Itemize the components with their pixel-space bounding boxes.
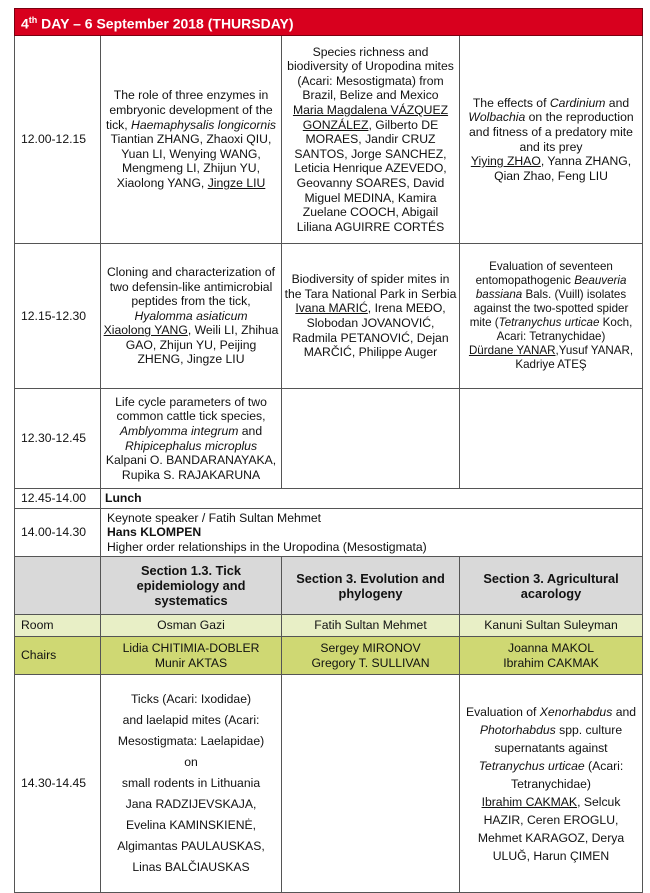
chairs-cell xyxy=(101,637,282,675)
empty-cell xyxy=(460,389,643,489)
presenting-author: Ivana MARIĆ xyxy=(295,301,368,316)
day-suffix: th xyxy=(28,14,38,25)
talk-authors: , Selcuk HAZIR, Ceren EROGLU, Mehmet KARAGOZ, Derya ULUĞ, Harun ÇIMEN xyxy=(477,794,625,863)
talk-cell xyxy=(282,244,460,389)
section-title: Section 1.3. Tick epidemiology and systematics xyxy=(101,557,282,615)
talk-title-species: Photorhabdus xyxy=(479,722,556,737)
talk-cell xyxy=(460,675,643,893)
talk-title-species: Haemaphysalis longicornis xyxy=(131,117,277,132)
talk-title: Species richness and biodiversity of Uropodina mites (Acari: Mesostigmata) from Brazil, Belize and Mexico xyxy=(287,44,454,103)
talk-title: and xyxy=(605,95,630,110)
talk-title-species: Tetranychus urticae xyxy=(478,758,585,773)
room-name: Fatih Sultan Mehmet xyxy=(282,615,460,637)
talk-title-species: Hyalomma asiaticum xyxy=(134,308,248,323)
room-label: Room xyxy=(15,615,101,637)
talk-authors: , Weili LI, Zhihua GAO, Zhijun YU, Peijing ZHENG, Jingze LIU xyxy=(125,323,279,367)
time-slot: 12.30-12.45 xyxy=(15,389,101,489)
talk-title: and xyxy=(238,423,263,438)
empty-cell xyxy=(15,557,101,615)
talk-cell xyxy=(101,244,282,389)
talk-title: Evaluation of xyxy=(465,704,540,719)
talk-cell xyxy=(460,244,643,389)
talk-title-species: Beauveria bassiana xyxy=(475,274,627,301)
presenting-author: Jingze LIU xyxy=(207,175,266,190)
talk-title: and laelapid mites (Acari: Mesostigmata: Laelapidae) xyxy=(117,713,265,748)
section-title: Section 3. Evolution and phylogeny xyxy=(282,557,460,615)
talk-title: Ticks (Acari: Ixodidae) xyxy=(130,692,252,706)
talk-cell xyxy=(460,36,643,244)
talk-authors: Kalpani O. BANDARANAYAKA, Rupika S. RAJAKARUNA xyxy=(105,453,277,482)
keynote-cell xyxy=(101,509,643,557)
chairs-label: Chairs xyxy=(15,637,101,675)
talk-cell xyxy=(101,675,282,893)
section-row xyxy=(15,557,643,615)
keynote-title: Higher order relationships in the Uropodina (Mesostigmata) xyxy=(107,539,427,554)
talk-title: The role of three enzymes in embryonic development of the tick, xyxy=(105,88,273,132)
chairs-cell xyxy=(282,637,460,675)
talk-authors: Jana RADZIJEVSKAJA, xyxy=(125,797,257,811)
talk-title: on xyxy=(184,755,198,769)
keynote-speaker: Hans KLOMPEN xyxy=(107,525,202,540)
talk-authors: Linas BALČIAUSKAS xyxy=(132,860,250,874)
presenting-author: Ibrahim CAKMAK xyxy=(481,794,578,809)
lunch-row xyxy=(15,489,643,509)
time-slot: 12.00-12.15 xyxy=(15,36,101,244)
talk-title: on the reproduction and fitness of a predatory mite and its prey xyxy=(469,110,634,154)
presenting-author: Maria Magdalena VÁZQUEZ GONZÁLEZ xyxy=(292,103,449,132)
talk-title: and xyxy=(612,704,637,719)
session-row xyxy=(15,675,643,893)
time-slot: 14.30-14.45 xyxy=(15,675,101,893)
time-slot: 12.15-12.30 xyxy=(15,244,101,389)
talk-authors: , Gilberto DE MORAES, Jandir CRUZ SANTOS, Jorge SANCHEZ, Leticia Henrique AZEVEDO, Geovanny SOARES, David Miguel MEDINA, Kamira Zuelane COOCH, Abigail Liliana AGUIRRE CORTÉS xyxy=(294,117,447,234)
talk-title: Bals. (Vuill) isolates against the two-spotted spider mite ( xyxy=(469,288,629,329)
room-name: Osman Gazi xyxy=(101,615,282,637)
lunch-label: Lunch xyxy=(101,489,643,509)
talk-title: Cloning and characterization of two defensin-like antimicrobial peptides from the tick, xyxy=(106,264,276,309)
talk-title-species: Cardinium xyxy=(549,95,606,110)
talk-title-species: Amblyomma integrum xyxy=(119,423,239,438)
program-schedule xyxy=(14,8,642,893)
keynote-row xyxy=(15,509,643,557)
talk-title: Biodiversity of spider mites in the Tara National Park in Serbia xyxy=(284,272,457,301)
talk-title-species: Xenorhabdus xyxy=(539,704,613,719)
chair-name: Munir AKTAS xyxy=(154,655,228,670)
chair-name: Joanna MAKOL xyxy=(507,640,595,655)
day-header-row xyxy=(15,9,643,36)
talk-title-species: Rhipicephalus microplus xyxy=(124,438,258,453)
talk-authors: Algimantas PAULAUSKAS, xyxy=(117,839,265,853)
talk-cell xyxy=(282,36,460,244)
talk-cell xyxy=(101,389,282,489)
talk-authors: , Irena MEĐO, Slobodan JOVANOVIĆ, Radmila PETANOVIĆ, Dejan MARČIĆ, Philippe Auger xyxy=(292,301,449,360)
chairs-row xyxy=(15,637,643,675)
chair-name: Gregory T. SULLIVAN xyxy=(311,655,430,670)
talk-authors: Tiantian ZHANG, Zhaoxi QIU, Yuan LI, Wenying WANG, Mengmeng LI, Zhijun YU, Xiaolong YANG, xyxy=(110,132,272,190)
empty-cell xyxy=(282,389,460,489)
talk-title: The effects of xyxy=(472,95,550,110)
talk-authors: Evelina KAMINSKIENĖ, xyxy=(125,818,257,832)
chair-name: Sergey MIRONOV xyxy=(320,640,421,655)
talk-title: (Acari: Tetranychidae) xyxy=(511,758,624,791)
session-row xyxy=(15,36,643,244)
day-date: DAY – 6 September 2018 (THURSDAY) xyxy=(37,15,294,32)
talk-title-species: Tetranychus urticae xyxy=(498,316,600,329)
talk-title: Koch, Acari: Tetranychidae) xyxy=(496,316,633,343)
chairs-cell xyxy=(460,637,643,675)
talk-title-species: Wolbachia xyxy=(468,110,526,125)
chair-name: Ibrahim CAKMAK xyxy=(503,655,599,670)
keynote-label: Keynote speaker / Fatih Sultan Mehmet xyxy=(107,510,322,525)
time-slot: 12.45-14.00 xyxy=(15,489,101,509)
presenting-author: Xiaolong YANG xyxy=(103,323,188,338)
talk-authors: ,Yusuf YANAR, Kadriye ATEŞ xyxy=(515,344,634,371)
chair-name: Lidia CHITIMIA-DOBLER xyxy=(122,640,260,655)
empty-cell xyxy=(282,675,460,893)
talk-title: Life cycle parameters of two common cattle tick species, xyxy=(115,394,267,424)
room-row xyxy=(15,615,643,637)
schedule-table xyxy=(14,8,643,893)
session-row xyxy=(15,389,643,489)
talk-title: Evaluation of seventeen entomopathogenic xyxy=(475,260,613,287)
talk-cell xyxy=(101,36,282,244)
presenting-author: Yiying ZHAO xyxy=(470,154,541,169)
day-number: 4 xyxy=(21,15,29,32)
session-row xyxy=(15,244,643,389)
time-slot: 14.00-14.30 xyxy=(15,509,101,557)
room-name: Kanuni Sultan Suleyman xyxy=(460,615,643,637)
talk-authors: , Yanna ZHANG, Qian Zhao, Feng LIU xyxy=(494,154,632,183)
talk-title: small rodents in Lithuania xyxy=(121,776,261,790)
talk-title: spp. culture supernatants against xyxy=(494,722,623,755)
day-header xyxy=(15,9,643,36)
section-title: Section 3. Agricultural acarology xyxy=(460,557,643,615)
presenting-author: Dürdane YANAR xyxy=(468,344,556,357)
